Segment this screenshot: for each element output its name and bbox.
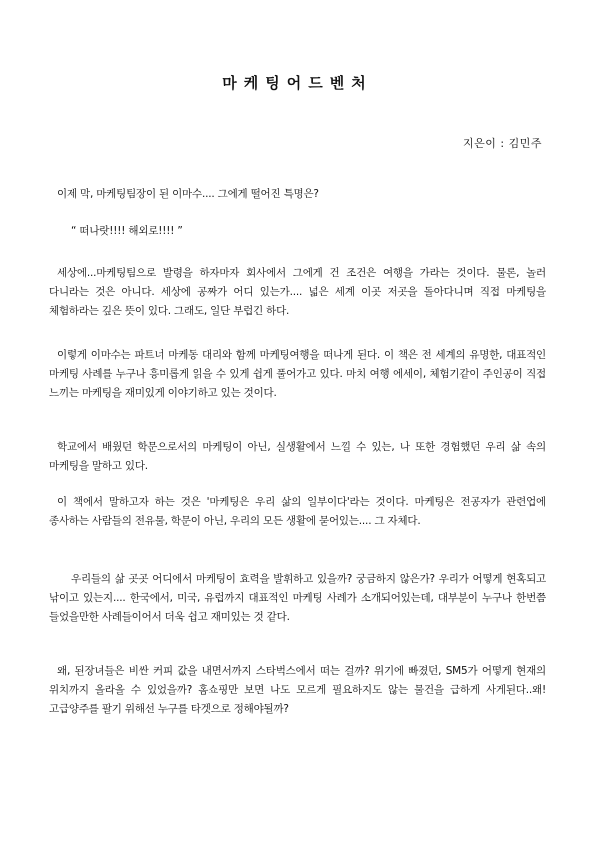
paragraph-1: 이제 막, 마케팅팀장이 된 이마수.... 그에게 떨어진 특명은? [57,188,319,200]
paragraph-4: 이렇게 이마수는 파트너 마케동 대리와 함께 마케팅여행을 떠나게 된다. 이 책은 전 세계의 유명한, 대표적인 마케팅 사례를 누구나 흥미롭게 읽을 수 있게 쉽게 풀어가고 있다. 마치 여행 에세이, 체험기같이 주인공이 직접 느끼는 마케팅을 재미있게 이야기하고 있는 것이다. [49,349,546,399]
paragraph-3: 세상에...마케팅팀으로 발령을 하자마자 회사에서 그에게 건 조건은 여행을 가라는 것이다. 물론, 놀러 다니라는 것은 아니다. 세상에 공짜가 어디 있는가.... 넓은 세계 이곳 저곳을 돌아다니며 직접 마케팅을 체험하라는 깊은 뜻이 있다. 그래도, 일단 부럽긴 하다. [49,267,546,317]
author-line: 지은이 : 김민주 [463,137,542,150]
paragraph-6: 이 책에서 말하고자 하는 것은 '마케팅은 우리 삶의 일부이다'라는 것이다. 마케팅은 전공자가 관련업에 종사하는 사람들의 전유물, 학문이 아닌, 우리의 모든 생활에 묻어있는.... 그 자체다. [49,496,546,527]
paragraph-5: 학교에서 배웠던 학문으로서의 마케팅이 아닌, 실생활에서 느낄 수 있는, 나 또한 경험했던 우리 삶 속의 마케팅을 말하고 있다. [49,441,546,472]
paragraph-8: 왜, 된장녀들은 비싼 커피 값을 내면서까지 스타벅스에서 떠는 걸까? 위기에 빠졌던, SM5가 어떻게 현재의 위치까지 올라올 수 있었을까? 홈쇼핑만 보면 나도 모르게 필요하지도 않는 물건을 급하게 사게된다..왜! 고급양주를 팔기 위해선 누구를 타겟으로 정해야될까? [49,665,546,715]
paragraph-quote: “ 떠나랏!!!! 해외로!!!! ” [71,225,183,237]
paragraph-7: 우리들의 삶 곳곳 어디에서 마케팅이 효력을 발휘하고 있을까? 궁금하지 않은가? 우리가 어떻게 현혹되고 낚이고 있는지.... 한국에서, 미국, 유럽까지 대표적인 마케팅 사례가 소개되어있는데, 대부분이 누구나 한번쯤 들었을만한 사례들이어서 더욱 쉽고 재미있는 것 같다. [49,573,546,623]
document-title: 마케팅어드벤처 [222,74,373,92]
